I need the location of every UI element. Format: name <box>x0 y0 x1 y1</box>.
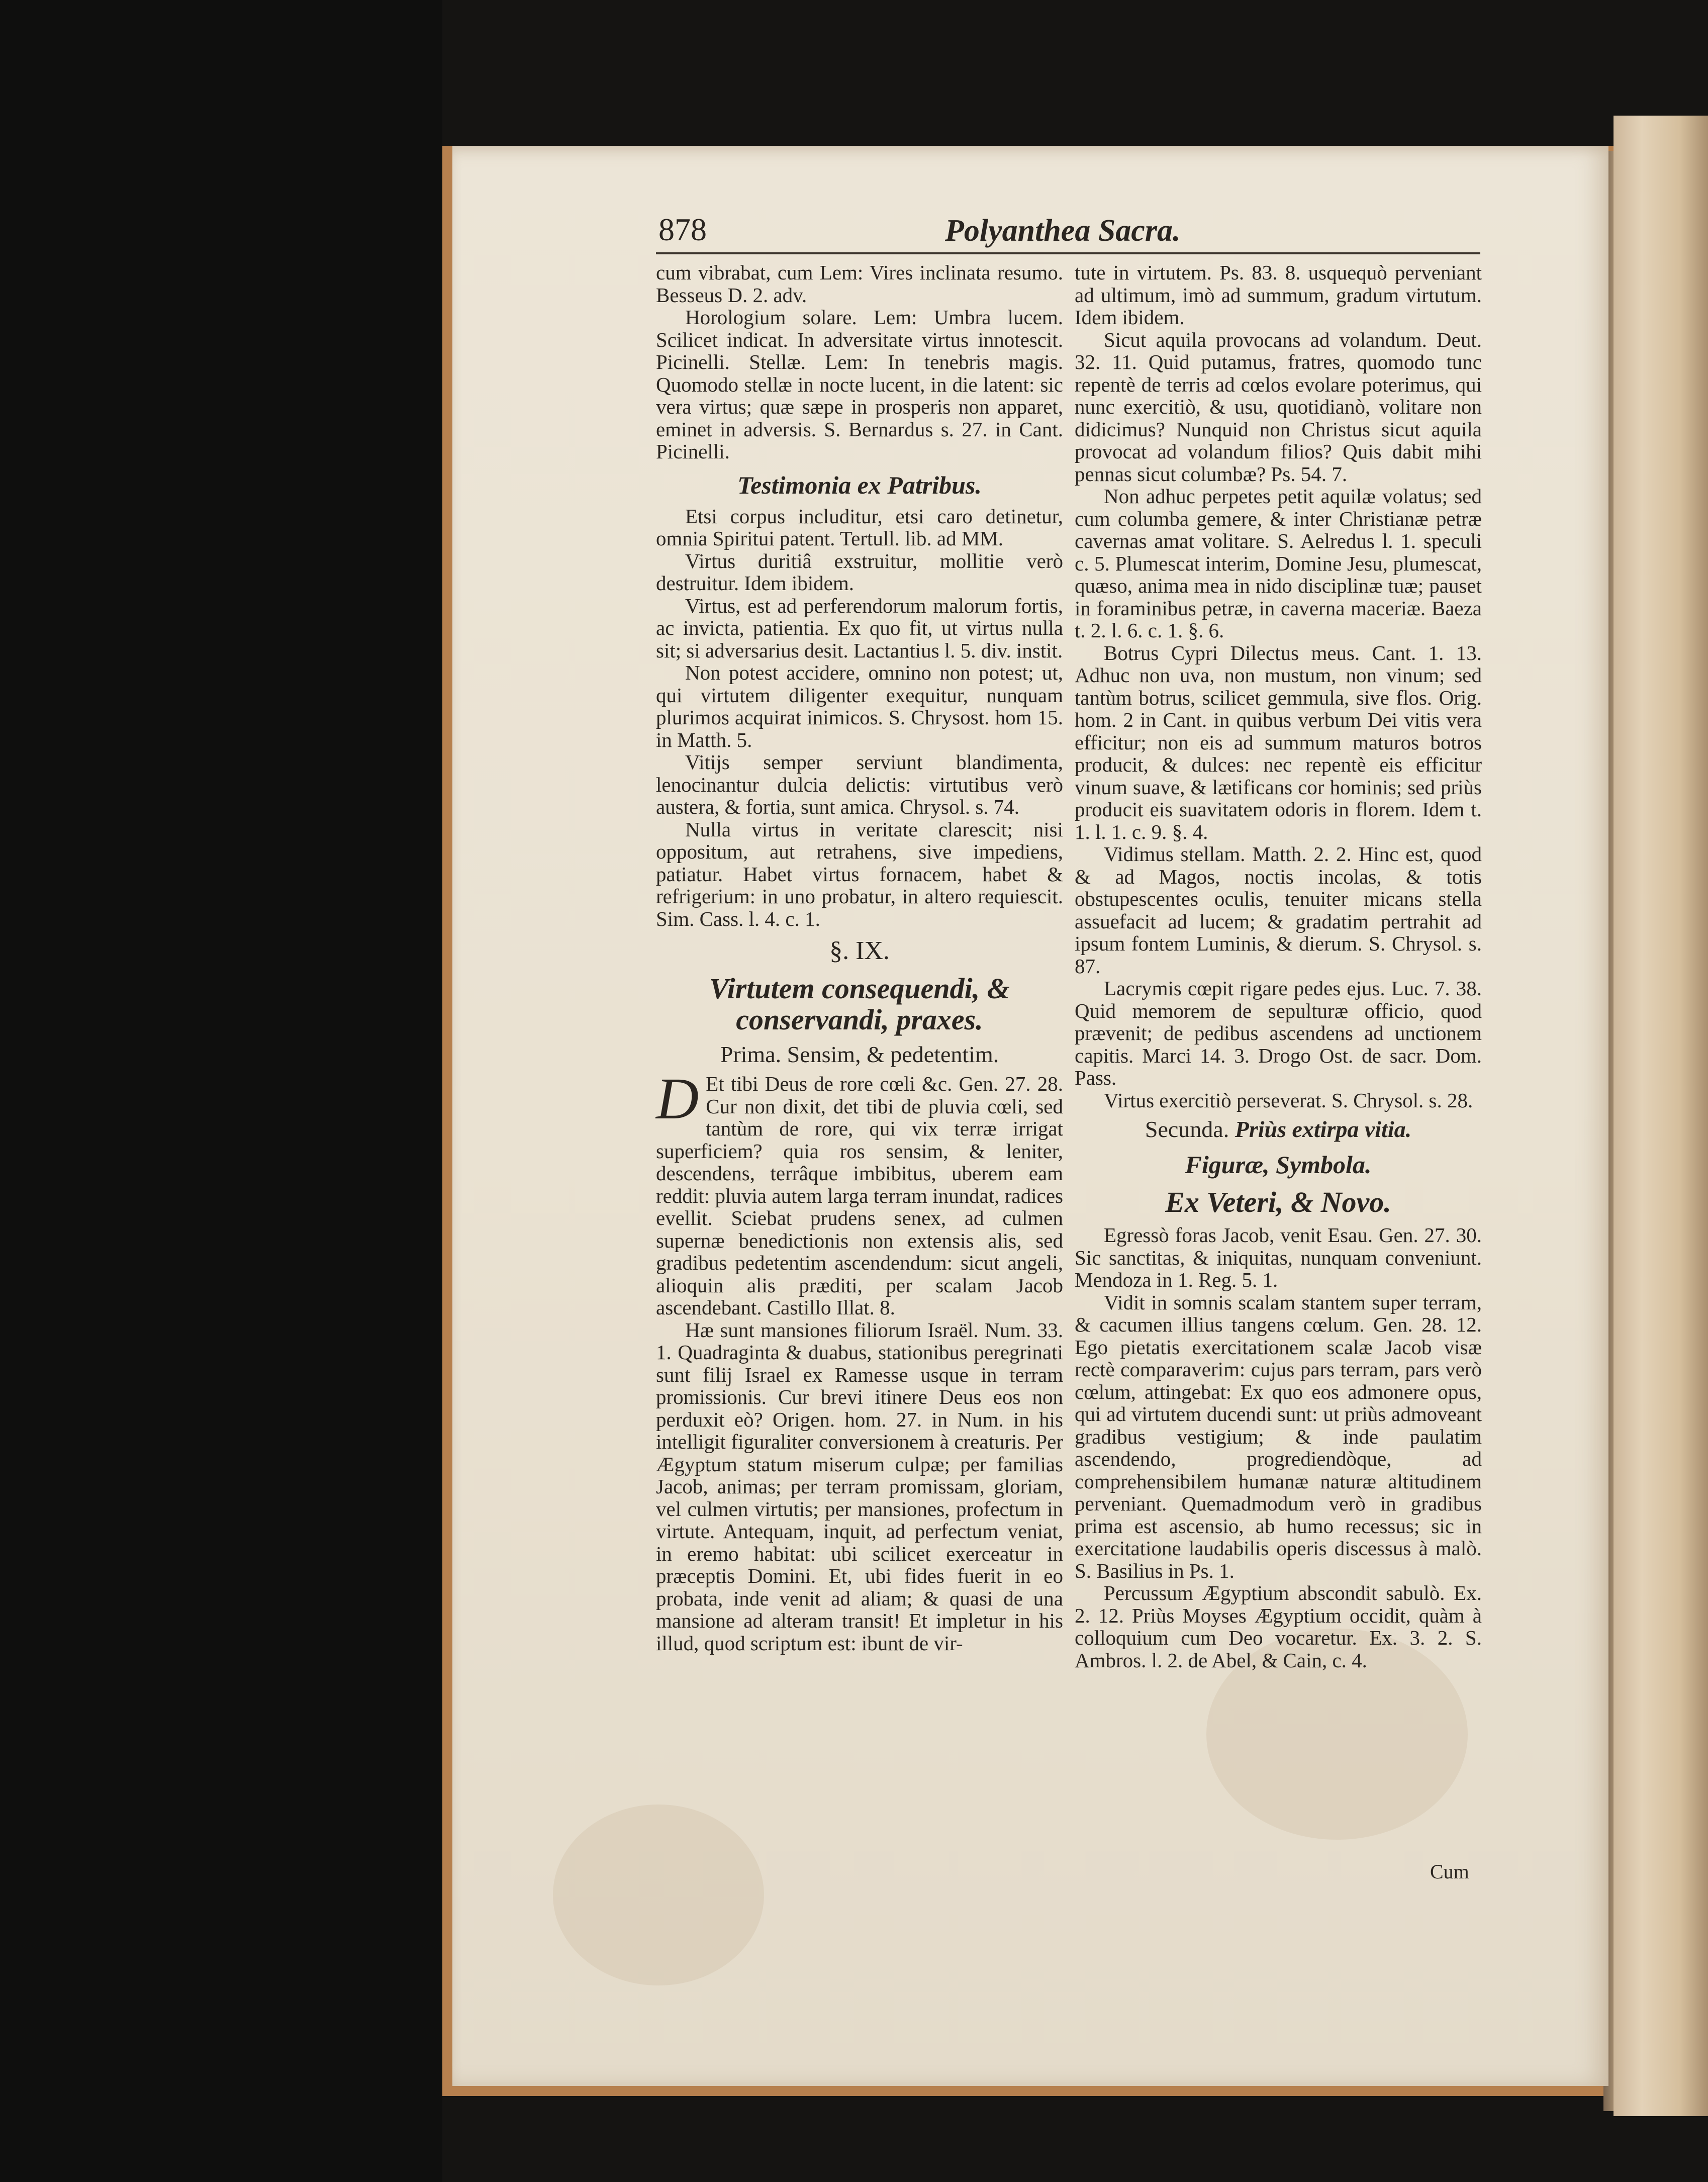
heading-testimonia: Testimonia ex Patribus. <box>737 470 982 499</box>
heading-prima <box>656 1041 1063 1068</box>
paragraph: Virtus, est ad perferendorum malorum fortis, ac invicta, patientia. Ex quo fit, ut virtus nulla sit; si adversarius desit. Lactantius l. 5. div. instit. <box>656 594 1063 662</box>
paragraph: Non adhuc perpetes petit aquilæ volatus; sed cum columba gemere, & inter Christianæ petræ cavernas amat volitare. S. Aelredus l. 1. speculi c. 5. Plumescat interim, Domine Jesu, plumescat, quæso, anima mea in nido disciplinæ tuæ; pauset in foraminibus petræ, in caverna maceriæ. Baeza t. 2. l. 6. c. 1. §. 6. <box>1075 485 1482 642</box>
paragraph: Percussum Ægyptium abscondit sabulò. Ex. 2. 12. Priùs Moyses Ægyptium occidit, quàm à colloquium cum Deo vocaretur. Ex. 3. 2. S. Ambros. l. 2. de Abel, & Cain, c. 4. <box>1075 1581 1482 1672</box>
page-stack <box>1614 116 1708 2116</box>
drop-initial: D <box>656 1066 699 1131</box>
paper-stain <box>553 1805 764 1985</box>
heading-figurae: Figuræ, Symbola. <box>1185 1151 1372 1179</box>
heading-secunda-label: Secunda. <box>1145 1116 1229 1142</box>
paragraph: tute in virtutem. Ps. 83. 8. usquequò perveniant ad ultimum, imò ad summum, gradum virtutum. Idem ibidem. <box>1075 261 1482 329</box>
right-column <box>1075 261 1482 1671</box>
paragraph: Botrus Cypri Dilectus meus. Cant. 1. 13. Adhuc non uva, non mustum, non vinum; sed tantùm botrus, scilicet gemmula, sive flos. Orig. hom. 2 in Cant. in quibus verbum Dei vitis vera efficitur; non eis ad summum maturos botros producit, & dulces: nec repentè eis efficitur vinum suave, & lætificans cor hominis; sed priùs producit eis suavitatem odoris in florem. Idem t. 1. l. 1. c. 9. §. 4. <box>1075 641 1482 843</box>
paragraph: Virtus exercitiò perseverat. S. Chrysol. s. 28. <box>1104 1088 1473 1112</box>
paragraph: Hæ sunt mansiones filiorum Israël. Num. 33. 1. Quadraginta & duabus, stationibus peregrinati sunt filij Israel ex Ramesse usque in terram promissionis. Cur brevi itinere Deus eos non perduxit eò? Origen. hom. 27. in Num. in his intelligit figuraliter conversionem à creaturis. Per Ægyptum statum miserum culpæ; per familias Jacob, animas; per terram promissam, gloriam, vel culmen virtutis; per mansiones, profectum in virtute. Antequam, inquit, ad perfectum veniat, in eremo habitat: ubi scilicet exerceatur in præceptis Domini. Et, ubi fides fuerit in eo probata, inde venit ad aliam; & quasi de una mansione ad alteram transit! Et impletur in his illud, quod scriptum est: ibunt de vir- <box>656 1318 1063 1655</box>
heading-secunda <box>1075 1116 1482 1143</box>
paragraph: Egressò foras Jacob, venit Esau. Gen. 27. 30. Sic sanctitas, & iniquitas, nunquam conveniunt. Mendoza in 1. Reg. 5. 1. <box>1075 1223 1482 1291</box>
paragraph: Non potest accidere, omnino non potest; ut, qui virtutem diligenter exequitur, nunquam plurimos acquirat inimicos. S. Chrysost. hom 15. in Matth. 5. <box>656 661 1063 751</box>
paragraph: cum vibrabat, cum Lem: Vires inclinata resumo. Besseus D. 2. adv. <box>656 261 1063 307</box>
heading-virtutem: Virtutem consequendi, & conservandi, praxes. <box>709 972 1010 1036</box>
paragraph: Virtus duritiâ exstruitur, mollitie verò destruitur. Idem ibidem. <box>656 549 1063 595</box>
heading-prima-text: Prima. Sensim, & pedetentim. <box>720 1041 999 1067</box>
paragraph: Horologium solare. Lem: Umbra lucem. Scilicet indicat. In adversitate virtus innotescit. Picinelli. Stellæ. Lem: In tenebris magis. Quomodo stellæ in nocte lucent, in die latent: sic vera virtus; quæ sæpe in prosperis non apparet, eminet in adversis. S. Bernardus s. 27. in Cant. Picinelli. <box>656 306 1063 463</box>
paragraph: Et tibi Deus de rore cœli &c. Gen. 27. 28. Cur non dixit, det tibi de pluvia cœli, sed tantùm de rore, qui vix terræ irrigat superficiem? quia ros sensim, & leniter, descendens, terrâque imbibitus, uberem eam reddit: pluvia autem larga terram inundat, radices evellit. Sciebat prudens senex, ad culmen supernæ benedictionis non extensis alis, sed gradibus pedetentim ascendendum: sicut angeli, alioquin alis præditi, per scalam Jacob ascendebant. Castillo Illat. 8. <box>656 1072 1063 1319</box>
section-number: §. IX. <box>829 936 890 965</box>
page-number: 878 <box>658 212 707 247</box>
left-column <box>656 261 1063 1654</box>
running-title: Polyanthea Sacra. <box>945 214 1181 248</box>
heading-vetus: Ex Veteri, & Novo. <box>1165 1186 1391 1218</box>
paragraph: Nulla virtus in veritate clarescit; nisi oppositum, aut retrahens, sive impediens, patiatur. Habet virtus fornacem, habet & refrigerium: in uno probatur, in altero requiescit. Sim. Cass. l. 4. c. 1. <box>656 817 1063 930</box>
catchword: Cum <box>1430 1860 1469 1883</box>
paragraph: Vitijs semper serviunt blandimenta, lenocinantur dulcia delictis: virtutibus verò austera, & fortia, sunt amica. Chrysol. s. 74. <box>656 750 1063 818</box>
paragraph: Etsi corpus includitur, etsi caro detinetur, omnia Spiritui patent. Tertull. lib. ad MM. <box>656 504 1063 550</box>
header-rule <box>656 252 1480 254</box>
paragraph: Sicut aquila provocans ad volandum. Deut. 32. 11. Quid putamus, fratres, quomodo tunc repentè de terris ad cœlos evolare poterimus, qui nunc exercitiò, & usu, quotidianò, volitare non didicimus? Nunquid non Christus sicut aquila provocat ad volandum filios? Quis dabit mihi pennas sicut columbæ? Ps. 54. 7. <box>1075 328 1482 486</box>
paragraph: Vidit in somnis scalam stantem super terram, & cacumen illius tangens cœlum. Gen. 28. 12. Ego pietatis exercitationem scalæ Jacob visæ rectè comparaverim: cujus pars terram, pars verò cœlum, attingebat: Ex quo eos admonere opus, qui ad virtutem ducendi sunt: ut priùs admoveant gradibus vestigium; & inde paulatim ascendendo, progrediendòque, ad comprehensibilem humanæ naturæ altitudinem perveniant. Quemadmodum verò in gradibus prima est ascensio, ab humo recessus; sic in exercitatione laudabilis operis discessus à malò. S. Basilius in Ps. 1. <box>1075 1290 1482 1582</box>
paragraph: Lacrymis cœpit rigare pedes ejus. Luc. 7. 38. Quid memorem de sepulturæ officio, quod prævenit; de pedibus ascendens ad unctionem capitis. Marci 14. 3. Drogo Ost. de sacr. Dom. Pass. <box>1075 977 1482 1089</box>
running-header <box>658 211 1483 256</box>
paragraph: Vidimus stellam. Matth. 2. 2. Hinc est, quod & ad Magos, noctis incolas, & totis obstupescentes oculis, tenuiter micans stella assuefacit ad lucem; & gradatim pertrahit ad ipsum fontem Luminis, & dierum. S. Chrysol. s. 87. <box>1075 842 1482 978</box>
dark-background <box>0 0 442 2182</box>
heading-secunda-title: Priùs extirpa vitia. <box>1235 1116 1412 1142</box>
